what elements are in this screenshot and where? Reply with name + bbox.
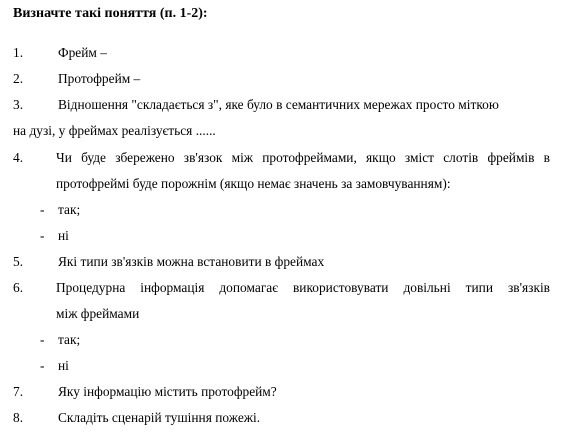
item-text-continuation: між фреймами bbox=[56, 306, 140, 321]
item-number: 1. bbox=[13, 45, 24, 60]
item-number: 7. bbox=[13, 384, 24, 399]
item-number: 4. bbox=[13, 150, 24, 165]
item-number: 8. bbox=[13, 410, 24, 425]
item-text: Процедурна інформація допомагає використовувати довільні типи зв'язків bbox=[56, 280, 550, 295]
item-text: Які типи зв'язків можна встановити в фреймах bbox=[58, 254, 325, 269]
item-text: Фрейм – bbox=[58, 45, 107, 60]
option-dash: - bbox=[40, 358, 45, 373]
item-text-continuation: протофреймі буде порожнім (якщо немає значень за замовчуванням): bbox=[56, 176, 451, 191]
item-number: 5. bbox=[13, 254, 24, 269]
item-text: Чи буде збережено зв'язок між протофреймами, якщо зміст слотів фреймів в bbox=[56, 150, 550, 165]
option-dash: - bbox=[40, 332, 45, 347]
option-dash: - bbox=[40, 202, 45, 217]
item-text: Яку інформацію містить протофрейм? bbox=[58, 384, 277, 399]
item-number: 6. bbox=[13, 280, 24, 295]
option-text: ні bbox=[58, 358, 69, 373]
item-text: Складіть сценарій тушіння пожежі. bbox=[58, 410, 261, 425]
item-number: 2. bbox=[13, 71, 24, 86]
item-number: 3. bbox=[13, 97, 24, 112]
option-text: ні bbox=[58, 228, 69, 243]
item-text: Відношення "складається з", яке було в семантичних мережах просто міткою bbox=[58, 97, 499, 112]
option-text: так; bbox=[58, 332, 81, 347]
heading: Визначте такі поняття (п. 1-2): bbox=[13, 6, 208, 21]
item-text: Протофрейм – bbox=[58, 71, 141, 86]
option-text: так; bbox=[58, 202, 81, 217]
option-dash: - bbox=[40, 228, 45, 243]
item-text-continuation: на дузі, у фреймах реалізується ...... bbox=[13, 123, 216, 138]
